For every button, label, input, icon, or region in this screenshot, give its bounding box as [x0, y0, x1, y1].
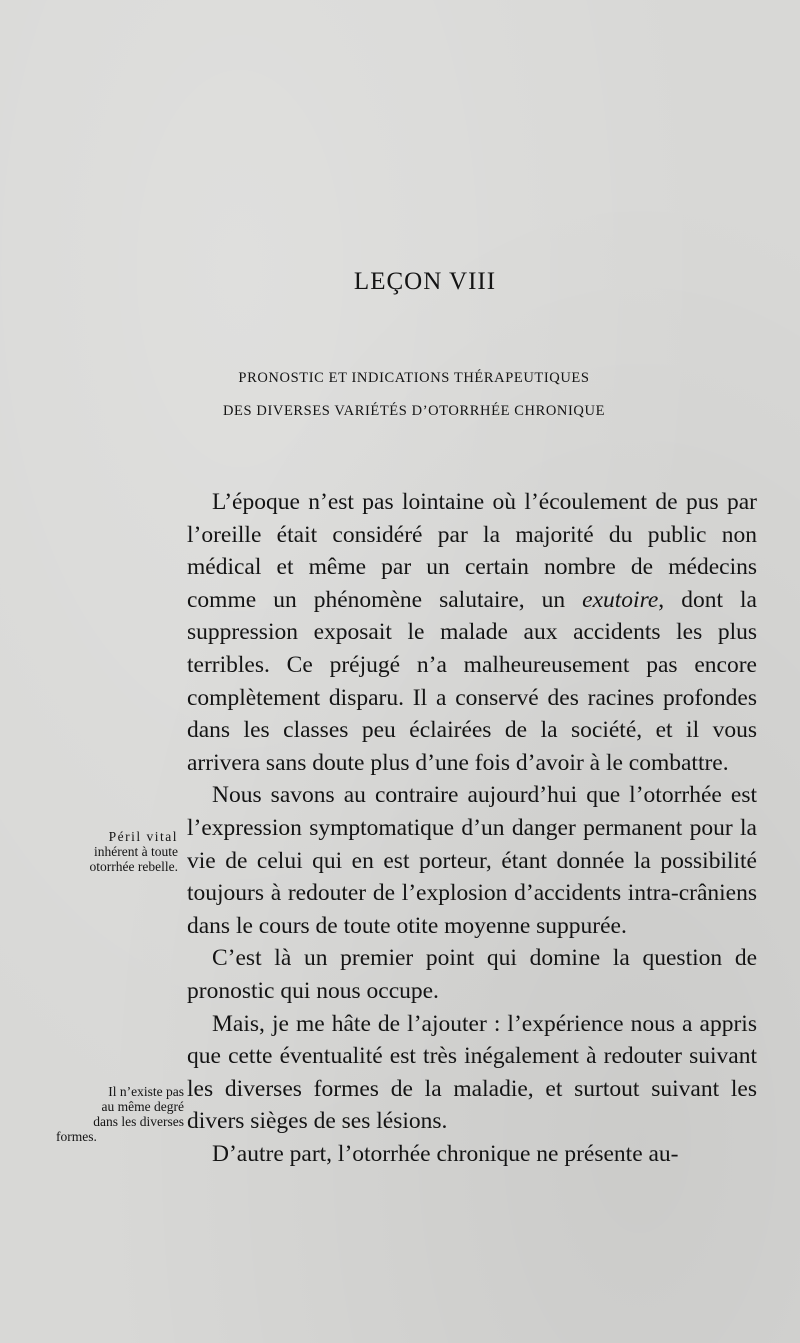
margin-note-line: formes.	[56, 1129, 97, 1144]
paragraph-4: Mais, je me hâte de l’ajouter : l’expérience nous a appris que cette éventualité est très inégalement à redouter suivant les diverses formes de la maladie, et surtout suivant les divers sièges de ses lésions.	[187, 1010, 757, 1135]
margin-note-line: dans les diverses	[93, 1114, 184, 1129]
paragraph-1-start: L’époque n’est pas lointaine où l’écoulement de pus par l’oreille était considéré par la majorité du public non médical et même par un certain nombre de médecins comme un phénomène salutaire, un	[187, 489, 757, 613]
paragraph-1-end: , dont la suppression exposait le malade aux accidents les plus terribles. Ce préjugé n’a malheureusement pas encore complètement disparu. Il a conservé des racines profondes dans les classes peu éclairées de la société, et il vous arrivera sans doute plus d’une fois d’avoir à le combattre.	[187, 586, 757, 776]
paragraph-3: C’est là un premier point qui domine la question de pronostic qui nous occupe.	[187, 945, 757, 1004]
margin-note-line: Il n’existe pas	[108, 1084, 184, 1099]
paragraph-5: D’autre part, l’otorrhée chronique ne présente au-	[212, 1140, 679, 1167]
margin-note-line: Péril vital	[108, 829, 178, 844]
margin-note-line: inhérent à toute	[94, 844, 178, 859]
body-text	[187, 486, 757, 1170]
paragraph-1	[187, 486, 757, 779]
chapter-subtitle-line-2: DES DIVERSES VARIÉTÉS D’OTORRHÉE CHRONIQUE	[222, 403, 606, 419]
margin-note-line: au même degré	[101, 1099, 184, 1114]
paragraph-2: Nous savons au contraire aujourd’hui que l’otorrhée est l’expression symptomatique d’un danger permanent pour la vie de celui qui en est porteur, étant donnée la possibilité toujours à redouter de l’explosion d’accidents intra-crâniens dans le cours de toute otite moyenne suppurée.	[187, 782, 757, 939]
margin-note-vital-peril	[50, 829, 178, 874]
chapter-subtitle-line-1: PRONOSTIC ET INDICATIONS THÉRAPEUTIQUES	[238, 370, 590, 386]
italic-term: exutoire	[582, 586, 659, 613]
chapter-title: LEÇON VIII	[353, 268, 497, 295]
margin-note-line: otorrhée rebelle.	[89, 859, 178, 874]
margin-note-varying-degree	[56, 1084, 184, 1144]
